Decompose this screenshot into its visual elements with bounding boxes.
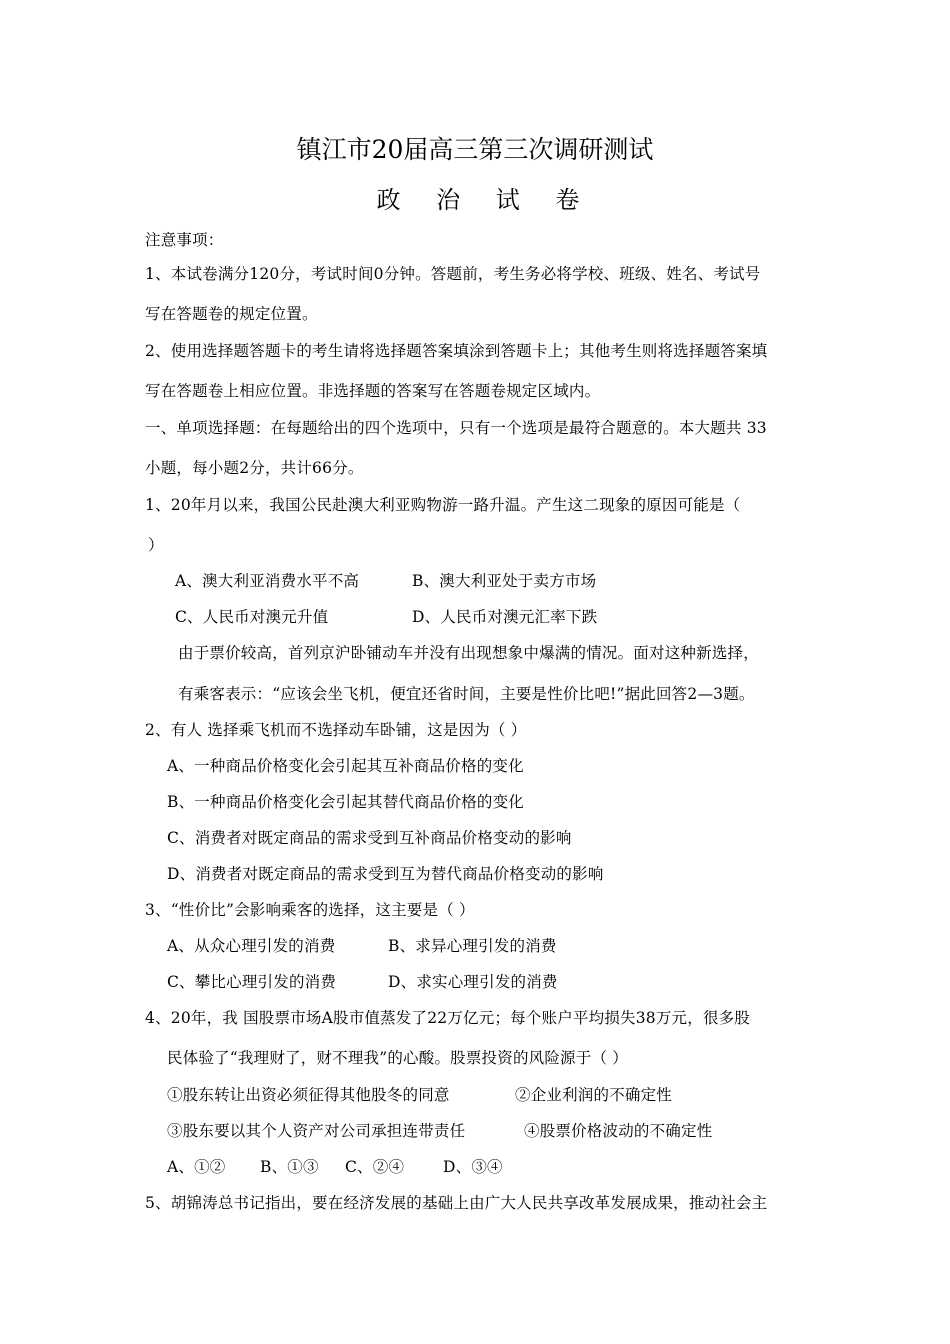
question-3-option-b: B、求异心理引发的消费 <box>388 937 557 955</box>
question-4-stem-line-1: 4、20年，我 国股票市场A股市值蒸发了22万亿元；每个账户平均损失38万元，很多股 <box>145 1009 751 1027</box>
material-line-2: 有乘客表示：“应该会坐飞机，便宜还省时间，主要是性价比吧!”据此回答2—3题。 <box>178 685 755 703</box>
question-5-stem-line-1: 5、胡锦涛总书记指出，要在经济发展的基础上由广大人民共享改革发展成果，推动社会主 <box>145 1194 768 1212</box>
question-2-option-b: B、一种商品价格变化会引起其替代商品价格的变化 <box>167 793 524 811</box>
material-line-1: 由于票价较高，首列京沪卧铺动车并没有出现想象中爆满的情况。面对这种新选择， <box>178 644 759 662</box>
question-4-option-d: D、③④ <box>443 1158 503 1176</box>
question-4-statement-1: ①股东转让出资必须征得其他股冬的同意 <box>167 1086 450 1104</box>
question-2-option-a: A、一种商品价格变化会引起其互补商品价格的变化 <box>167 757 524 775</box>
question-3-stem: 3、“性价比”会影响乘客的选择，这主要是（ ） <box>145 901 475 919</box>
question-1-stem-line-1: 1、20年月以来，我国公民赴澳大利亚购物游一路升温。产生这二现象的原因可能是（ <box>145 496 741 514</box>
question-1-option-d: D、人民币对澳元汇率下跌 <box>412 608 598 626</box>
question-4-option-c: C、②④ <box>345 1158 405 1176</box>
section-1-intro-line-2: 小题，每小题2分，共计66分。 <box>145 459 364 477</box>
section-1-intro-line-1: 一、单项选择题：在每题给出的四个选项中，只有一个选项是最符合题意的。本大题共 33 <box>145 419 767 437</box>
exam-title: 镇江市20届高三第三次调研测试 <box>296 135 654 164</box>
notice-heading: 注意事项： <box>145 231 224 249</box>
question-1-option-b: B、澳大利亚处于卖方市场 <box>412 572 597 590</box>
question-1-stem-line-2: ） <box>148 536 164 554</box>
notice-item-1-line-2: 写在答题卷的规定位置。 <box>145 305 318 323</box>
exam-subtitle: 政 治 试 卷 <box>376 186 594 214</box>
question-4-option-a: A、①② <box>167 1158 226 1176</box>
question-4-statement-2: ②企业利润的不确定性 <box>515 1086 673 1104</box>
question-3-option-c: C、攀比心理引发的消费 <box>167 973 337 991</box>
notice-item-2-line-2: 写在答题卷上相应位置。非选择题的答案写在答题卷规定区域内。 <box>145 382 601 400</box>
question-4-option-b: B、①③ <box>260 1158 319 1176</box>
notice-item-2-line-1: 2、使用选择题答题卡的考生请将选择题答案填涂到答题卡上；其他考生则将选择题答案填 <box>145 342 768 360</box>
question-4-statement-4: ④股票价格波动的不确定性 <box>524 1122 713 1140</box>
question-2-option-c: C、消费者对既定商品的需求受到互补商品价格变动的影响 <box>167 829 572 847</box>
question-1-option-c: C、人民币对澳元升值 <box>175 608 329 626</box>
question-2-stem: 2、有人 选择乘飞机而不选择动车卧铺，这是因为（ ） <box>145 721 527 739</box>
notice-item-1-line-1: 1、本试卷满分120分，考试时间0分钟。答题前，考生务必将学校、班级、姓名、考试号 <box>145 265 761 283</box>
question-4-stem-line-2: 民体验了“我理财了，财不理我”的心酸。股票投资的风险源于（ ） <box>167 1049 628 1067</box>
question-3-option-a: A、从众心理引发的消费 <box>167 937 336 955</box>
question-4-statement-3: ③股东要以其个人资产对公司承担连带责任 <box>167 1122 466 1140</box>
question-3-option-d: D、求实心理引发的消费 <box>388 973 558 991</box>
question-2-option-d: D、消费者对既定商品的需求受到互为替代商品价格变动的影响 <box>167 865 604 883</box>
question-1-option-a: A、澳大利亚消费水平不高 <box>175 572 360 590</box>
